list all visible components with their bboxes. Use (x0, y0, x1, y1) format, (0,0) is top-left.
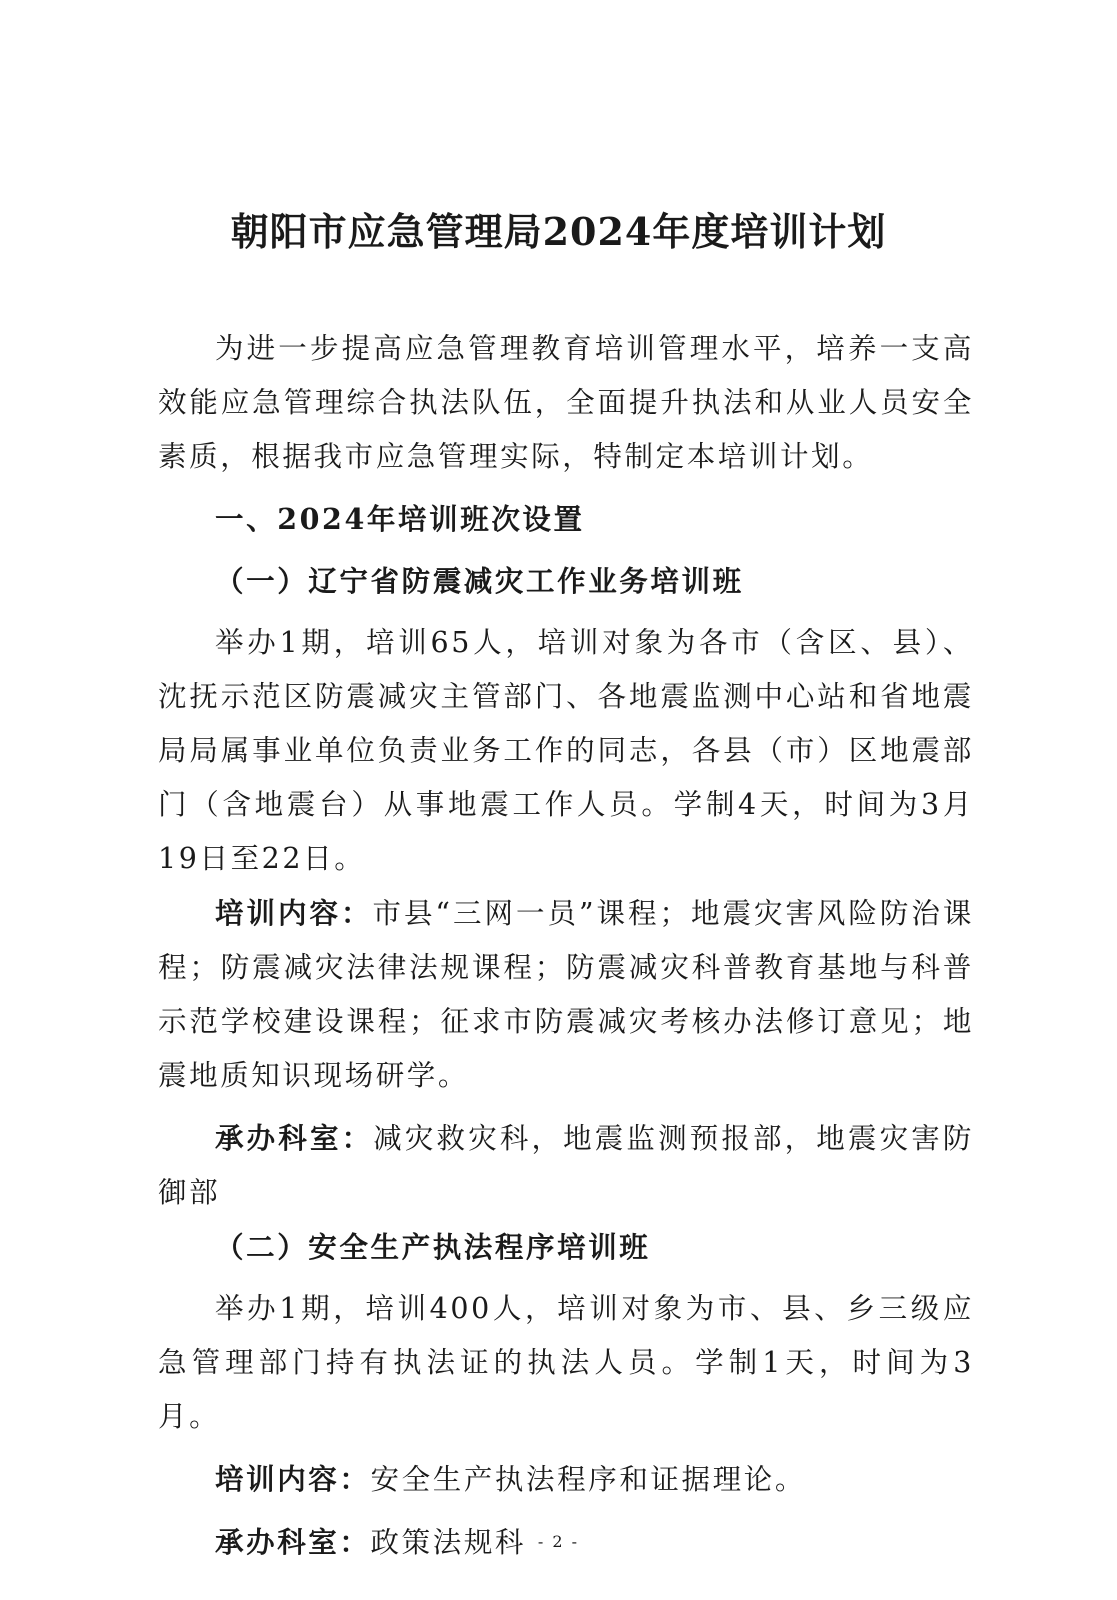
class-2-description: 举办1期，培训400人，培训对象为市、县、乡三级应急管理部门持有执法证的执法人员。学制1天，时间为3月。 (158, 1292, 974, 1433)
class-1-content-paragraph (158, 886, 974, 1103)
class-2-office: 政策法规科 (370, 1526, 527, 1559)
class-2-heading: （二）安全生产执法程序培训班 (215, 1230, 651, 1264)
document-title: 朝阳市应急管理局2024年度培训计划 (230, 209, 887, 254)
class-1-content-label: 培训内容： (215, 896, 373, 930)
class-1-office-paragraph (158, 1111, 974, 1220)
intro-paragraph: 为进一步提高应急管理教育培训管理水平，培养一支高效能应急管理综合执法队伍，全面提升执法和从业人员安全素质，根据我市应急管理实际，特制定本培训计划。 (158, 332, 974, 473)
class-1-office: 减灾救灾科，地震监测预报部，地震灾害防御部 (158, 1122, 974, 1209)
class-1-description: 举办1期，培训65人，培训对象为各市（含区、县）、沈抚示范区防震减灾主管部门、各地震监测中心站和省地震局局属事业单位负责业务工作的同志，各县（市）区地震部门（含地震台）从事地震工作人员。学制4天，时间为3月19日至22日。 (158, 626, 974, 875)
class-2-content-paragraph (158, 1452, 974, 1507)
class-1-heading: （一）辽宁省防震减灾工作业务培训班 (215, 564, 744, 598)
page-number: - 2 - (537, 1532, 580, 1551)
class-2-content: 安全生产执法程序和证据理论。 (370, 1463, 806, 1496)
class-2-content-label: 培训内容： (215, 1462, 371, 1496)
section-heading: 一、2024年培训班次设置 (215, 502, 585, 536)
class-2-office-label: 承办科室： (215, 1525, 371, 1559)
document-body (158, 322, 974, 1570)
class-1-content: 市县“三网一员”课程；地震灾害风险防治课程；防震减灾法律法规课程；防震减灾科普教育基地与科普示范学校建设课程；征求市防震减灾考核办法修订意见；地震地质知识现场研学。 (158, 897, 974, 1092)
class-1-office-label: 承办科室： (215, 1121, 374, 1155)
